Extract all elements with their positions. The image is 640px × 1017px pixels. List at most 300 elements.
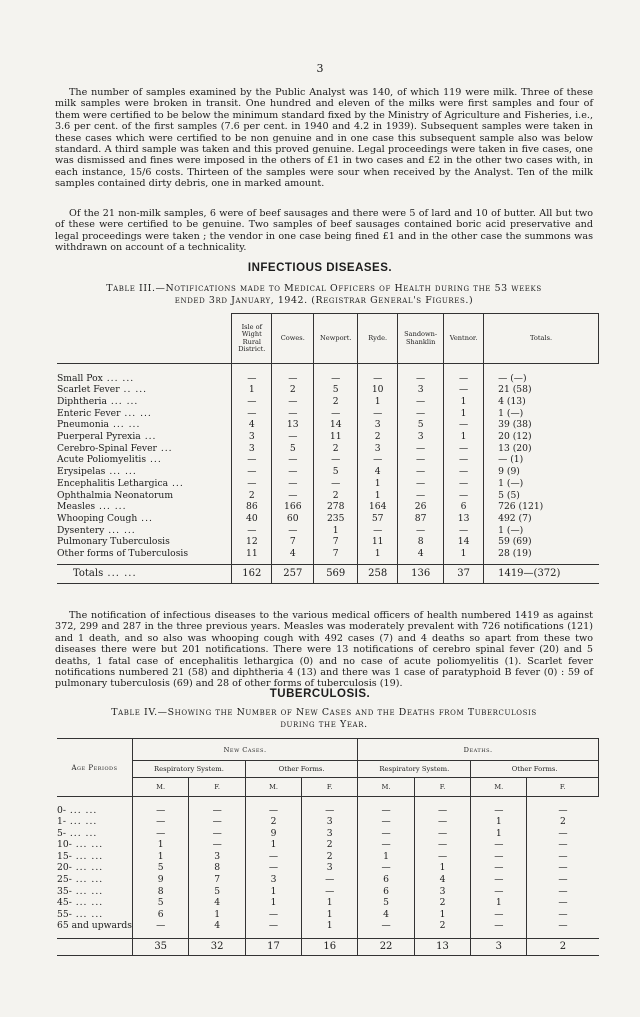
count-cell: — [302,805,358,817]
table4-header-deaths-other: Other Forms. [471,761,599,778]
count-cell: 6 [444,501,484,513]
disease-label: Puerperal Pyrexia [57,431,141,443]
page-number: 3 [316,62,324,75]
disease-label: Dysentery [57,524,105,536]
count-cell: 1 [358,490,398,502]
count-cell: — [232,396,272,408]
table4-row [57,816,599,828]
table4-caption [55,707,593,730]
count-cell: 3 [358,443,398,455]
age-label: 20- [57,862,72,874]
count-cell: — [444,478,484,490]
totals-text: Totals [73,568,104,580]
count-cell: — [398,490,444,502]
age-label: 15- [57,850,72,862]
count-cell: 4 [358,466,398,478]
total-cell: 35 [132,938,188,955]
count-cell: 11 [358,536,398,548]
disease-name [57,513,232,525]
table4-header-sex-m: M. [132,778,188,797]
table4-row [57,839,599,851]
count-cell: 1 [302,920,358,932]
total-cell: 5 (5) [484,490,599,502]
disease-label: Scarlet Fever [57,384,120,396]
count-cell: — [527,909,599,921]
table4-header-deaths: Deaths. [358,739,599,761]
total-cell: 39 (38) [484,419,599,431]
count-cell: — [245,851,301,863]
age-period [57,805,132,817]
disease-name [57,396,232,408]
table4-header-deaths-respiratory: Respiratory System. [358,761,471,778]
table-tuberculosis [57,738,599,956]
count-cell: 1 [358,851,414,863]
count-cell: — [245,862,301,874]
disease-name [57,490,232,502]
total-cell: 37 [444,565,484,584]
age-period [57,816,132,828]
table3-row [57,548,599,560]
count-cell: — [272,525,314,537]
count-cell: 1 [189,909,245,921]
table3-row [57,419,599,431]
table4-header-sex-m: M. [245,778,301,797]
count-cell: 57 [358,513,398,525]
count-cell: — [414,816,470,828]
disease-name [57,373,232,385]
table3-caption-line1: Table III.—Notifications made to Medical Officers of Health during the 53 weeks [106,283,542,294]
leader-dots: ... ... [71,874,104,886]
table3-caption [55,283,593,306]
count-cell: — [527,805,599,817]
table3-header-cowes: Cowes. [272,314,314,364]
count-cell: 40 [232,513,272,525]
count-cell: — [358,373,398,385]
disease-label: Other forms of Tuberculosis [57,548,189,560]
count-cell: — [245,805,301,817]
count-cell: — [444,525,484,537]
count-cell: 1 [444,396,484,408]
table4-row [57,886,599,898]
table3-header-totals: Totals. [484,314,599,364]
count-cell: — [272,454,314,466]
table4-header-new-other: Other Forms. [245,761,357,778]
count-cell: — [358,816,414,828]
grand-total-cell: 1419—(372) [484,565,599,584]
table4-row [57,828,599,840]
table3-row [57,373,599,385]
count-cell: — [358,920,414,932]
table3-header-row [57,314,599,364]
leader-dots: ... ... [65,816,98,828]
count-cell: 1 [444,408,484,420]
disease-name [57,443,232,455]
count-cell: 1 [358,548,398,560]
paragraph-milk-samples: The number of samples examined by the Public Analyst was 140, of which 119 were milk. Three of these milk samples were broken in transit. One hundred and eleven of the milks were first samples and four of them were certified to be below the minimum standard fixed by the Ministry of Agriculture and Fisheries, i.e., 3.6 per cent. of the first samples (7.6 per cent. in 1940 and 4.2 in 1939). Subsequent samples were taken in these cases which were certified to be non genuine and in one case this subsequent sample also was below standard. A third sample was taken and this proved genuine. Legal proceedings were taken in five cases, one was dismissed and fines were imposed in the others of £1 in two cases and £2 in the other two cases with, in each instance, 15/6 costs. Thirteen of the samples were sour when received by the Analyst. Ten of the milk samples contained dirty debris, one in marked amount. [55,87,593,190]
count-cell: — [358,862,414,874]
count-cell: 1 [314,525,358,537]
age-label: 35- [57,885,72,897]
table3-row [57,443,599,455]
table4-header-sex-m: M. [471,778,527,797]
table3-totals-row [57,565,599,584]
count-cell: 86 [232,501,272,513]
count-cell: 1 [245,839,301,851]
count-cell: 1 [444,431,484,443]
leader-dots: ... ... [103,568,137,580]
total-cell: 22 [358,938,414,955]
disease-label: Encephalitis Lethargica [57,477,169,489]
count-cell: 2 [232,490,272,502]
table3-header-blank [57,314,232,364]
table4-header-new-cases: New Cases. [132,739,357,761]
count-cell: 4 [272,548,314,560]
count-cell: — [358,525,398,537]
heading-tuberculosis: TUBERCULOSIS. [269,688,371,700]
count-cell: 12 [232,536,272,548]
count-cell: — [132,920,188,932]
count-cell: — [398,454,444,466]
count-cell: 2 [314,396,358,408]
count-cell: — [444,373,484,385]
count-cell: 3 [398,384,444,396]
count-cell: 2 [358,431,398,443]
leader-dots: ... [156,442,173,454]
age-period [57,920,132,932]
count-cell: — [132,816,188,828]
count-cell: — [189,839,245,851]
count-cell: 2 [245,816,301,828]
table3-caption-line2: ended 3rd January, 1942. (Registrar General's Figures.) [174,294,474,306]
leader-dots: ... [140,431,157,443]
paragraph-notification-summary: The notification of infectious diseases to the various medical officers of health numbered 1419 as against 372, 299 and 287 in the three previous years. Measles was moderately prevalent with 726 notifications (121) and 1 death, and so also was whooping cough with 492 cases (7) and 4 deaths so apart from these two diseases there were but 201 notifications. There were 13 notifications of cerebro spinal fever (20) and 5 deaths, 1 fatal case of encephalitis lethargica (0) and no case of acute poliomyelitis (1). Scarlet fever notifications numbered 21 (58) and diphtheria 4 (13) and there was 1 case of paratyphoid B fever (0) : 59 of pulmonary tuberculosis (69) and 28 of other forms of tuberculosis (19). [55,610,593,690]
leader-dots: ... ... [104,524,136,536]
count-cell: — [358,805,414,817]
disease-name [57,478,232,490]
age-period [57,839,132,851]
table4-caption-line2: during the Year. [280,718,368,730]
total-cell: 9 (9) [484,466,599,478]
count-cell: 13 [272,419,314,431]
age-period [57,828,132,840]
count-cell: 3 [398,431,444,443]
count-cell: — [189,816,245,828]
count-cell: — [471,874,527,886]
count-cell: 2 [302,839,358,851]
total-cell: 2 [527,938,599,955]
count-cell: 26 [398,501,444,513]
total-cell: 1 (—) [484,478,599,490]
leader-dots: ... ... [120,407,152,419]
count-cell: 4 [189,897,245,909]
count-cell: — [314,454,358,466]
disease-name [57,536,232,548]
count-cell: 5 [132,862,188,874]
heading-infectious-diseases: INFECTIOUS DISEASES. [247,262,393,274]
leader-dots: ... ... [71,850,104,862]
count-cell: — [398,466,444,478]
leader-dots: ... ... [106,395,139,407]
disease-name [57,454,232,466]
count-cell: 60 [272,513,314,525]
count-cell: — [272,431,314,443]
count-cell: 1 [358,478,398,490]
total-cell: 492 (7) [484,513,599,525]
count-cell: 2 [414,920,470,932]
count-cell: 3 [232,443,272,455]
age-label: 0- [57,804,66,816]
count-cell: 1 [132,851,188,863]
count-cell: 5 [398,419,444,431]
total-cell: — (1) [484,454,599,466]
age-label: 55- [57,908,72,920]
count-cell: — [398,443,444,455]
count-cell: — [232,373,272,385]
count-cell: — [444,454,484,466]
count-cell: 3 [358,419,398,431]
count-cell: 6 [358,874,414,886]
count-cell: — [314,408,358,420]
total-cell: 16 [302,938,358,955]
leader-dots: ... ... [71,885,104,897]
count-cell: — [302,874,358,886]
count-cell: 1 [132,839,188,851]
count-cell: 4 [189,920,245,932]
count-cell: 3 [302,862,358,874]
table3-row [57,466,599,478]
age-period [57,862,132,874]
count-cell: 5 [314,384,358,396]
leader-dots: ... ... [95,501,127,513]
count-cell: — [527,886,599,898]
table3-row [57,536,599,548]
count-cell: 87 [398,513,444,525]
table3-row [57,513,599,525]
age-period [57,886,132,898]
count-cell: — [444,466,484,478]
table3-header-ventnor: Ventnor. [444,314,484,364]
count-cell: 1 [444,548,484,560]
count-cell: — [471,862,527,874]
count-cell: 13 [444,513,484,525]
count-cell: 7 [272,536,314,548]
count-cell: 4 [398,548,444,560]
table3-row [57,384,599,396]
table3-row [57,490,599,502]
leader-dots: ... [168,477,184,489]
table3-row [57,454,599,466]
leader-dots: ... [137,512,153,524]
count-cell: 1 [358,396,398,408]
count-cell: — [471,920,527,932]
disease-label: Pulmonary Tuberculosis [57,536,170,548]
table4-row [57,805,599,817]
leader-dots: ... ... [71,908,104,920]
count-cell: 5 [314,466,358,478]
disease-name [57,408,232,420]
count-cell: 11 [314,431,358,443]
count-cell: — [527,828,599,840]
total-cell: 136 [398,565,444,584]
count-cell: — [358,839,414,851]
total-cell: 32 [189,938,245,955]
count-cell: 164 [358,501,398,513]
age-label: 65 and upwards [57,920,132,932]
table4-row [57,897,599,909]
count-cell: — [398,373,444,385]
count-cell: 3 [414,886,470,898]
count-cell: — [132,805,188,817]
count-cell: — [414,828,470,840]
count-cell: — [444,384,484,396]
disease-label: Whooping Cough [57,512,138,524]
table3-header-newport: Newport. [314,314,358,364]
count-cell: — [527,839,599,851]
count-cell: — [527,862,599,874]
leader-dots: ... ... [71,839,104,851]
count-cell: — [398,396,444,408]
age-label: 45- [57,897,72,909]
count-cell: — [471,839,527,851]
table3-spacer [57,364,599,373]
table4-row [57,862,599,874]
count-cell: — [471,805,527,817]
disease-name [57,431,232,443]
count-cell: — [272,408,314,420]
age-label: 5- [57,827,66,839]
table4-row [57,851,599,863]
total-cell: 726 (121) [484,501,599,513]
count-cell: — [272,466,314,478]
count-cell: — [232,408,272,420]
total-cell: — (—) [484,373,599,385]
count-cell: 2 [302,851,358,863]
count-cell: 4 [414,874,470,886]
leader-dots: .. ... [119,384,148,396]
count-cell: — [314,478,358,490]
table4-header-sex-f: F. [414,778,470,797]
table3-row [57,408,599,420]
count-cell: 7 [314,536,358,548]
table4-row [57,874,599,886]
count-cell: — [189,805,245,817]
count-cell: — [302,886,358,898]
count-cell: 8 [132,886,188,898]
count-cell: — [272,396,314,408]
count-cell: 4 [232,419,272,431]
count-cell: — [527,897,599,909]
count-cell: — [358,828,414,840]
count-cell: 3 [302,816,358,828]
count-cell: 7 [189,874,245,886]
count-cell: — [471,886,527,898]
count-cell: — [358,454,398,466]
table3-header-rural: Isle of Wight Rural District. [232,314,272,364]
count-cell: 14 [444,536,484,548]
count-cell: — [444,419,484,431]
count-cell: — [232,454,272,466]
count-cell: 1 [414,862,470,874]
disease-name [57,384,232,396]
disease-label: Diphtheria [57,395,107,407]
disease-label: Measles [57,501,96,513]
disease-label: Pneumonia [57,419,110,431]
count-cell: 1 [302,897,358,909]
count-cell: 1 [471,828,527,840]
leader-dots: ... ... [71,862,104,874]
count-cell: — [314,373,358,385]
count-cell: — [414,839,470,851]
count-cell: 3 [245,874,301,886]
count-cell: — [189,828,245,840]
table4-spacer [57,797,599,805]
total-cell: 1 (—) [484,525,599,537]
disease-name [57,466,232,478]
count-cell: — [398,525,444,537]
table-notifications [57,313,599,584]
leader-dots: ... ... [109,419,141,431]
count-cell: — [398,408,444,420]
count-cell: — [471,909,527,921]
leader-dots: ... ... [65,804,98,816]
count-cell: 8 [189,862,245,874]
count-cell: 5 [132,897,188,909]
disease-label: Cerebro-Spinal Fever [57,442,157,454]
total-cell: 17 [245,938,301,955]
totals-label-blank [57,938,132,955]
disease-label: Acute Poliomyelitis [57,454,147,466]
age-label: 25- [57,874,72,886]
total-cell: 28 (19) [484,548,599,560]
table3-row [57,525,599,537]
count-cell: 1 [302,909,358,921]
age-label: 1- [57,816,66,828]
count-cell: 2 [414,897,470,909]
count-cell: — [232,466,272,478]
table4-row [57,920,599,932]
table4-totals-row [57,938,599,955]
count-cell: 3 [189,851,245,863]
count-cell: 3 [232,431,272,443]
count-cell: 5 [358,897,414,909]
count-cell: 9 [245,828,301,840]
count-cell: — [272,490,314,502]
count-cell: 11 [232,548,272,560]
total-cell: 4 (13) [484,396,599,408]
disease-label: Enteric Fever [57,407,121,419]
age-period [57,909,132,921]
table4-header-sex-m: M. [358,778,414,797]
table4-header-sex-f: F. [527,778,599,797]
total-cell: 13 [414,938,470,955]
age-label: 10- [57,839,72,851]
count-cell: — [414,851,470,863]
count-cell: 166 [272,501,314,513]
count-cell: 6 [132,909,188,921]
count-cell: 14 [314,419,358,431]
count-cell: — [471,851,527,863]
table3-header-sandown: Sandown-Shanklin [398,314,444,364]
disease-label: Small Pox [57,372,103,384]
disease-name [57,548,232,560]
count-cell: 9 [132,874,188,886]
count-cell: — [245,920,301,932]
disease-name [57,525,232,537]
totals-label [57,565,232,584]
count-cell: 2 [314,443,358,455]
count-cell: 235 [314,513,358,525]
count-cell: — [414,805,470,817]
